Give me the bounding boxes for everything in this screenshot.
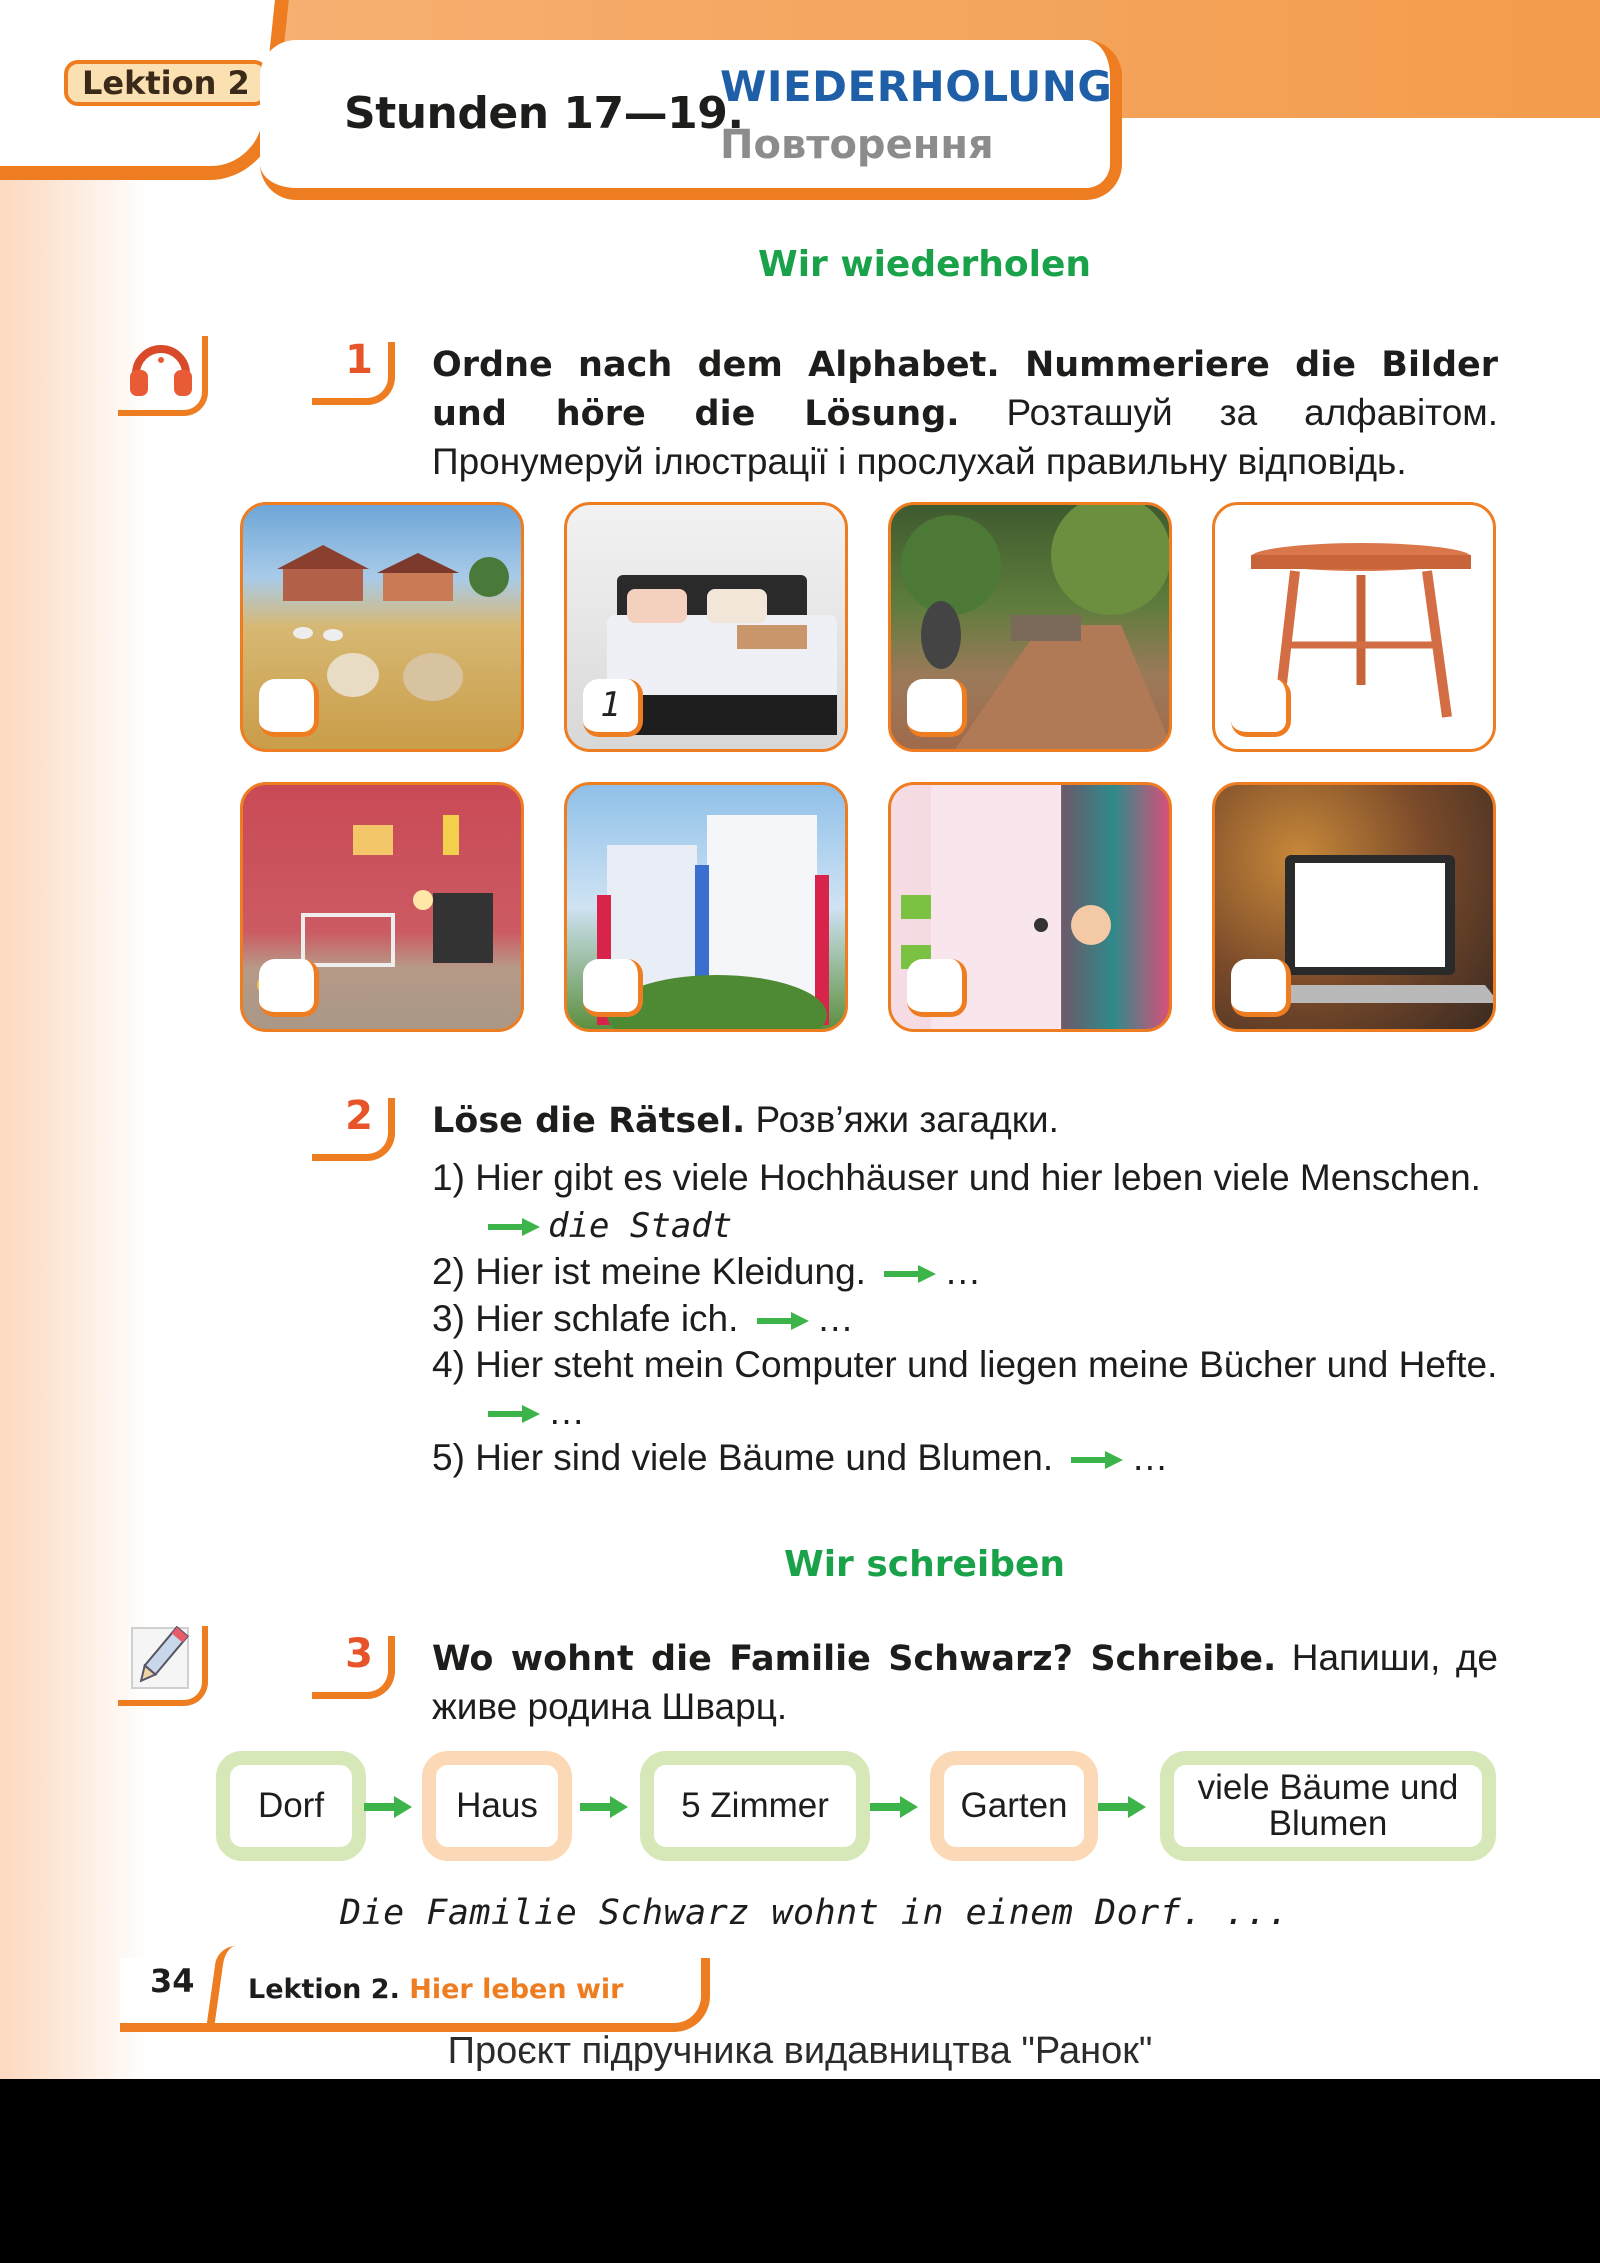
picture-table [1212,502,1496,752]
green-arrow-icon [868,1794,920,1820]
task-2-instruction [432,1096,1498,1145]
riddle-item [432,1342,1498,1435]
pencil-icon[interactable] [124,1620,198,1694]
riddle-list [432,1155,1498,1482]
riddle-answer: … [816,1297,854,1339]
picture-number-box[interactable]: 1 [583,679,643,737]
riddle-answer: … [944,1251,982,1292]
green-arrow-icon [1069,1449,1125,1471]
picture-number-box[interactable] [259,959,319,1017]
picture-childrens-room [240,782,524,1032]
stunden-label: Stunden 17—19. [344,88,744,139]
task-2-instruction-uk: Розв’яжи загадки. [755,1099,1059,1140]
flow-chip-haus: Haus [422,1751,572,1861]
riddle-item [432,1155,1498,1249]
picture-number-box[interactable] [907,679,967,737]
headphones-icon[interactable] [124,330,198,404]
picture-laptop [1212,782,1496,1032]
riddle-index: 3) [432,1297,465,1339]
publisher-note: Проєкт підручника видавництва "Ранок" [447,2030,1153,2072]
green-arrow-icon [578,1794,630,1820]
page-title: WIEDERHOLUNG [720,62,1113,111]
flow-chip-baeume-blumen: viele Bäume und Blumen [1160,1751,1496,1861]
picture-village-farm [240,502,524,752]
picture-bedroom [564,502,848,752]
task-number-2: 2 [330,1090,388,1148]
task-number-1: 1 [330,334,388,392]
green-arrow-icon [882,1263,938,1285]
riddle-answer: die Stadt [548,1205,733,1246]
task-1-instruction [432,340,1498,485]
flow-chip-zimmer: 5 Zimmer [640,1751,870,1861]
green-arrow-icon [486,1216,542,1238]
picture-number-box[interactable] [259,679,319,737]
picture-wardrobe [888,782,1172,1032]
section-heading-wiederholen: Wir wiederholen [758,244,1092,285]
riddle-answer: … [548,1390,585,1432]
flow-chip-dorf: Dorf [216,1751,366,1861]
riddle-item [432,1249,1498,1296]
lektion-badge: Lektion 2 [64,60,268,106]
footer-lektion: Lektion 2. [248,1974,400,2005]
riddle-index: 2) [432,1251,465,1292]
side-gradient [0,0,150,2079]
picture-number-box[interactable] [1231,679,1291,737]
task-3-instruction [432,1634,1498,1730]
riddle-text: Hier ist meine Kleidung. [475,1251,866,1292]
sample-answer: Die Familie Schwarz wohnt in einem Dorf. ... [340,1893,1290,1933]
riddle-index: 4) [432,1344,465,1385]
page-subtitle: Повторення [720,122,994,168]
footer-lesson [248,1974,624,2005]
riddle-text: Hier schlafe ich. [475,1297,739,1339]
page-number: 34 [150,1962,195,2000]
picture-high-rise-building [564,782,848,1032]
task-3-instruction-uk: Напиши, де живе родина Шварц. [432,1637,1498,1727]
task-1-instruction-de: Ordne nach dem Alphabet. Nummeriere die Bilder und höre die Lösung. [432,345,1498,434]
green-arrow-icon [755,1310,811,1332]
riddle-index: 1) [432,1157,465,1198]
picture-number-box[interactable] [583,959,643,1017]
green-arrow-icon [1096,1794,1148,1820]
riddle-item [432,1435,1498,1482]
riddle-item [432,1296,1498,1343]
riddle-text: Hier gibt es viele Hochhäuser und hier leben viele Menschen. [475,1157,1481,1198]
green-arrow-icon [362,1794,414,1820]
picture-number-box[interactable] [907,959,967,1017]
flow-chip-garten: Garten [930,1751,1098,1861]
riddle-text: Hier steht mein Computer und liegen meine Bücher und Hefte. [475,1344,1498,1385]
riddle-answer: … [1131,1437,1169,1478]
task-1-instruction-uk: Розташуй за алфавітом. Пронумеруй ілюстрації і прослухай правильну відповідь. [432,392,1498,482]
picture-garden [888,502,1172,752]
green-arrow-icon [486,1403,542,1425]
task-3-instruction-de: Wo wohnt die Familie Schwarz? Schreibe. [432,1639,1277,1679]
footer-topic: Hier leben wir [409,1974,624,2005]
task-2-instruction-de: Löse die Rätsel. [432,1101,746,1141]
picture-number-box[interactable] [1231,959,1291,1017]
task-number-3: 3 [330,1628,388,1686]
riddle-index: 5) [432,1437,465,1478]
riddle-text: Hier sind viele Bäume und Blumen. [475,1437,1054,1478]
section-heading-schreiben: Wir schreiben [784,1544,1066,1585]
